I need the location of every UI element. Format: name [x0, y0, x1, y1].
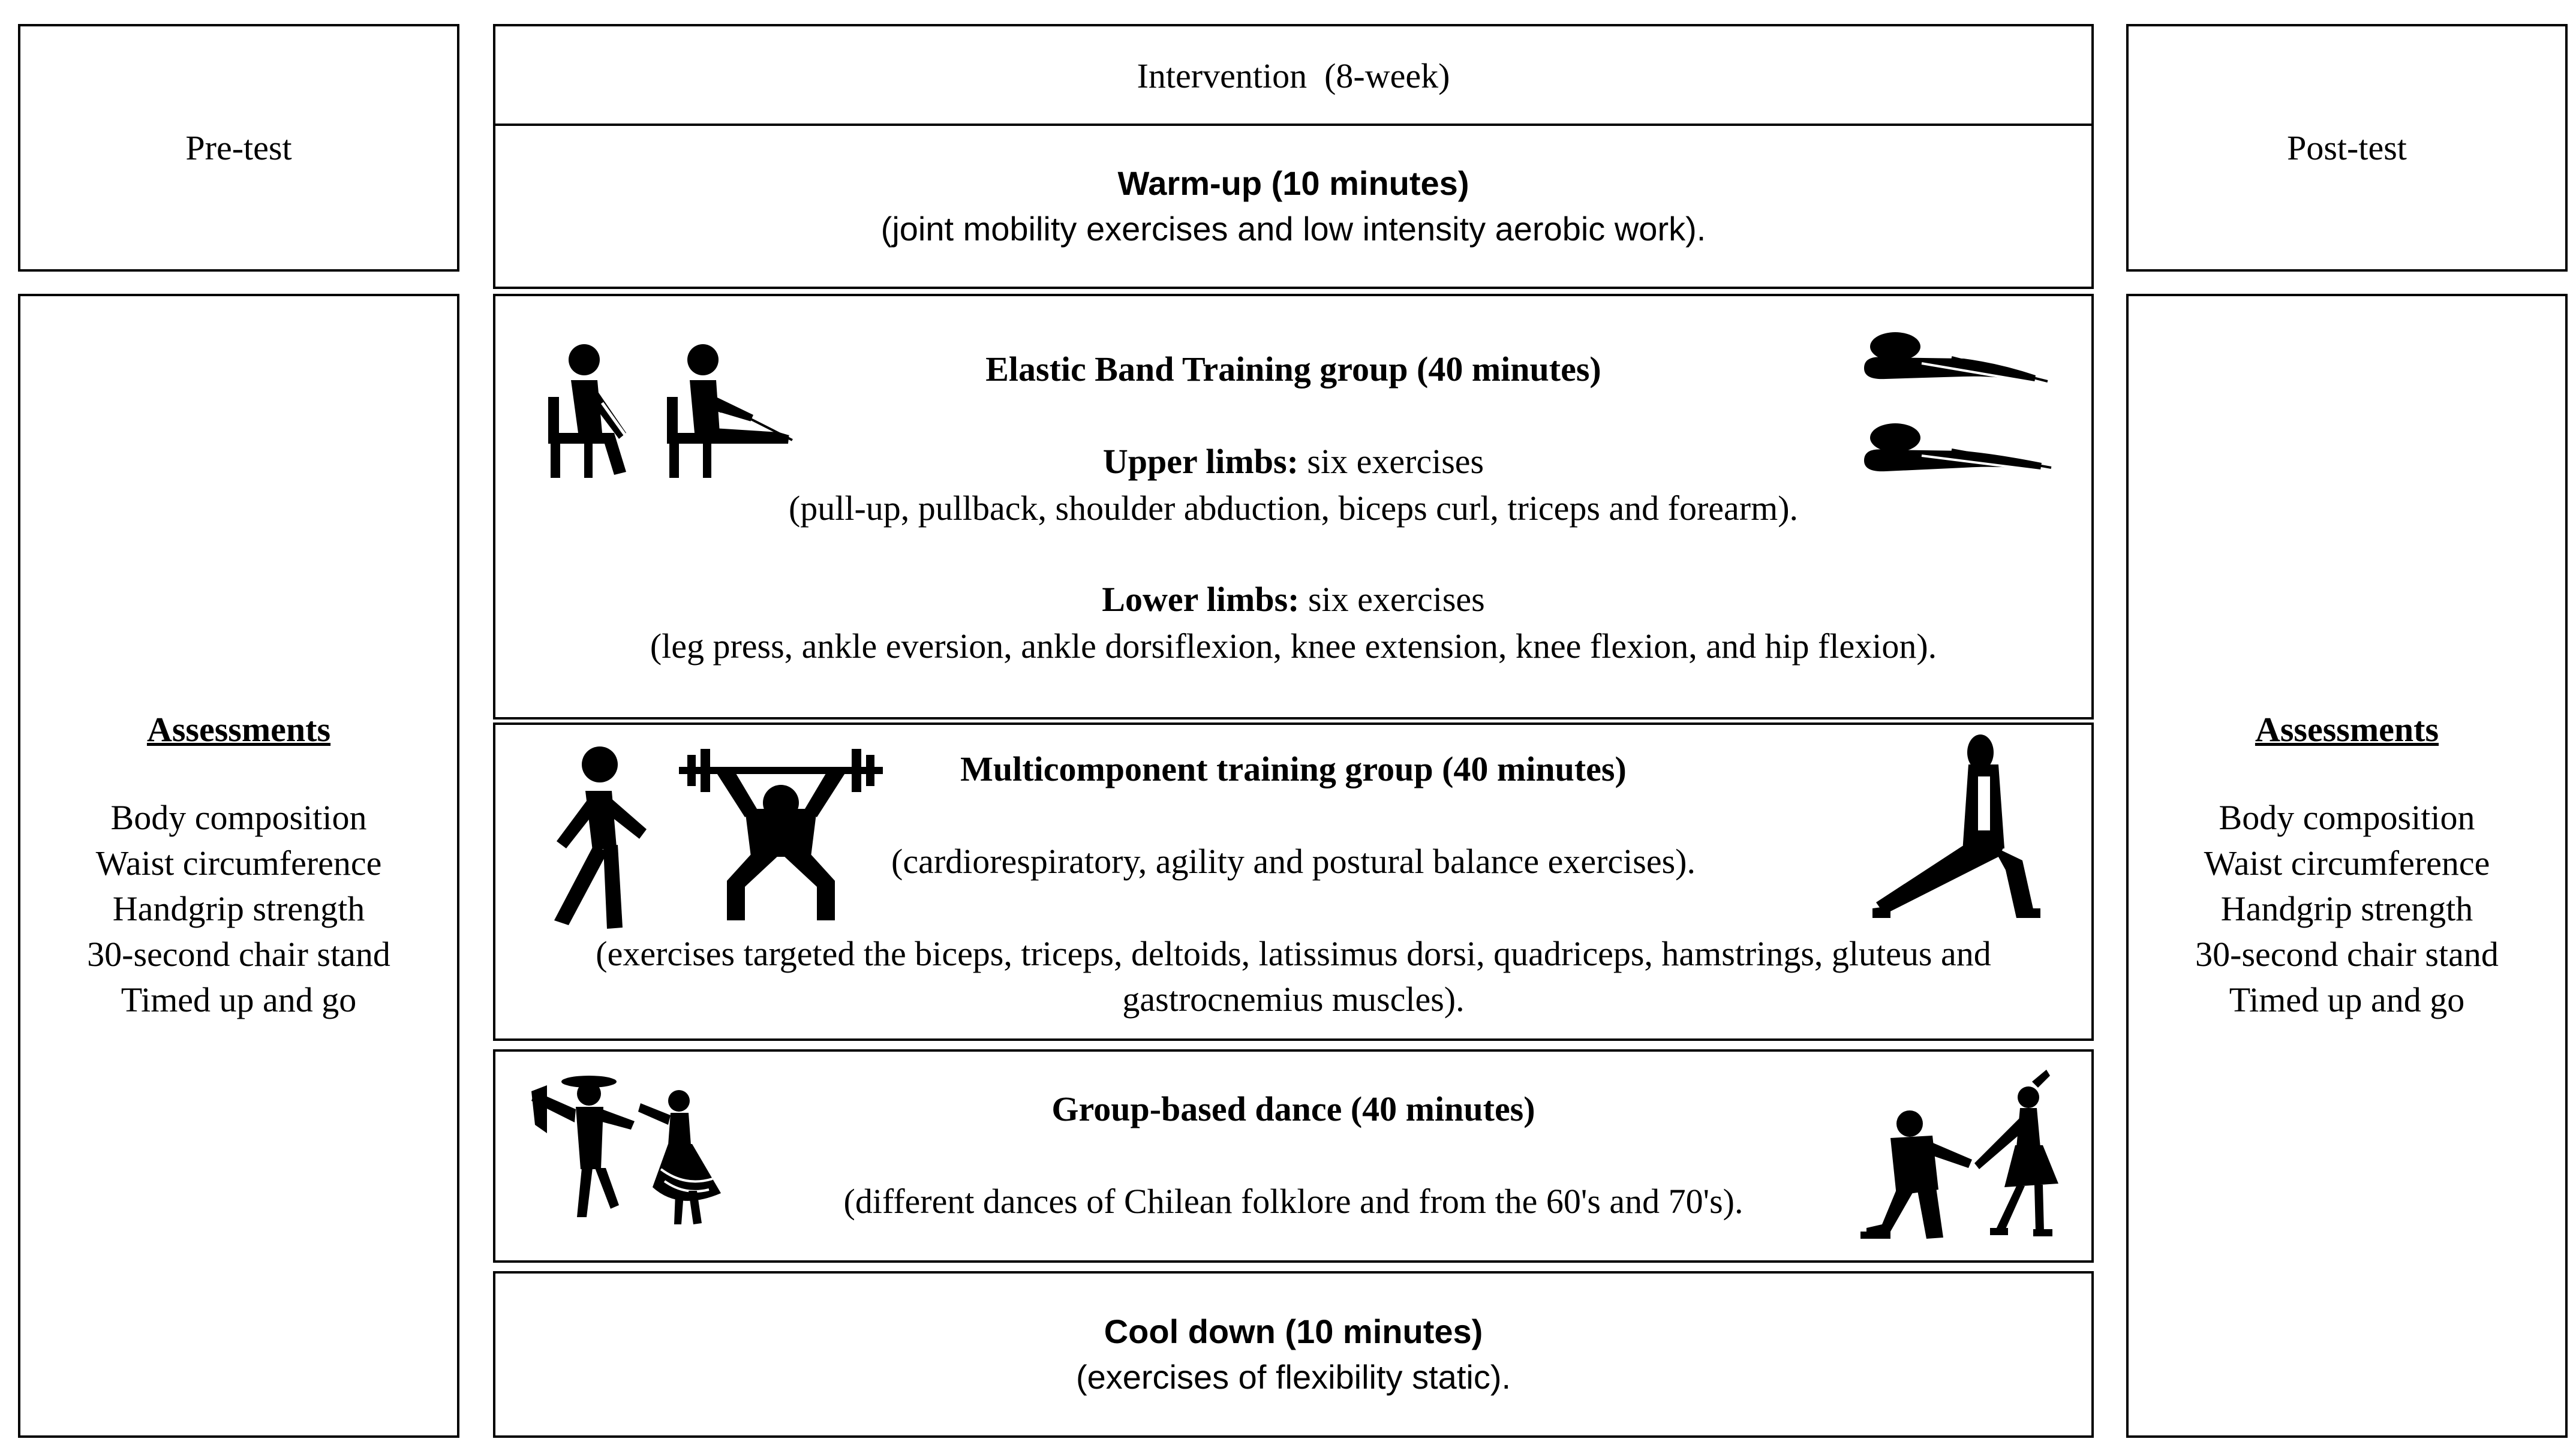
- assessment-item: Body composition: [2219, 797, 2475, 837]
- upper-limbs-count: six exercises: [1298, 442, 1484, 481]
- assessments-right-title: Assessments: [2255, 709, 2439, 749]
- assessments-right-box: [2126, 294, 2568, 1438]
- multicomponent-description-2b: gastrocnemius muscles).: [1122, 980, 1465, 1019]
- cooldown-box: [493, 1271, 2094, 1438]
- intervention-header-box: [493, 24, 2094, 127]
- lunge-stretch-icon: [1872, 728, 2064, 926]
- assessment-item: Waist circumference: [2204, 843, 2490, 883]
- dance-box: [493, 1049, 2094, 1263]
- seated-band-exercise-icon: [542, 343, 644, 481]
- folk-dancers-icon: [529, 1067, 733, 1235]
- elastic-band-box: [493, 294, 2094, 720]
- warmup-title: Warm-up (10 minutes): [1117, 164, 1469, 202]
- dance-title: Group-based dance (40 minutes): [1051, 1089, 1535, 1128]
- assessment-item: Body composition: [110, 797, 367, 837]
- assessment-item: 30-second chair stand: [2195, 934, 2499, 974]
- assessment-item: Handgrip strength: [2220, 889, 2473, 928]
- lower-limbs-label: Lower limbs:: [1102, 580, 1300, 619]
- multicomponent-box: [493, 723, 2094, 1041]
- warmup-box: [493, 124, 2094, 289]
- assessment-item: 30-second chair stand: [87, 934, 390, 974]
- lying-band-stretch-icon: [1862, 321, 2054, 495]
- cooldown-title: Cool down (10 minutes): [1104, 1312, 1483, 1350]
- elastic-band-title: Elastic Band Training group (40 minutes): [985, 350, 1601, 389]
- posttest-title: Post-test: [2287, 128, 2407, 167]
- assessments-left-title: Assessments: [146, 709, 331, 749]
- pretest-title: Pre-test: [185, 128, 292, 167]
- posttest-header-box: [2126, 24, 2568, 272]
- lower-limbs-line: [495, 579, 2091, 619]
- swing-dancers-icon: [1854, 1070, 2070, 1250]
- walking-person-icon: [533, 745, 653, 931]
- warmup-description: (joint mobility exercises and low intensity aerobic work).: [880, 210, 1706, 248]
- lower-limbs-count: six exercises: [1299, 580, 1485, 619]
- dance-description: (different dances of Chilean folklore and from the 60's and 70's).: [843, 1182, 1744, 1221]
- multicomponent-title: Multicomponent training group (40 minutes): [960, 749, 1627, 788]
- upper-limbs-description: (pull-up, pullback, shoulder abduction, biceps curl, triceps and forearm).: [788, 489, 1799, 528]
- intervention-title: Intervention (8-week): [1137, 56, 1450, 95]
- multicomponent-description-1: (cardiorespiratory, agility and postural balance exercises).: [891, 842, 1696, 881]
- assessment-item: Timed up and go: [2229, 980, 2465, 1019]
- lower-limbs-description: (leg press, ankle eversion, ankle dorsiflexion, knee extension, knee flexion, and hip flexion).: [650, 627, 1937, 666]
- weightlifter-icon: [679, 743, 883, 923]
- assessments-left-box: [18, 294, 459, 1438]
- assessment-item: Handgrip strength: [112, 889, 365, 928]
- assessment-item: Timed up and go: [121, 980, 357, 1019]
- upper-limbs-label: Upper limbs:: [1102, 442, 1298, 481]
- cooldown-description: (exercises of flexibility static).: [1075, 1358, 1511, 1396]
- assessment-item: Waist circumference: [95, 843, 382, 883]
- pretest-header-box: [18, 24, 459, 272]
- seated-leg-band-icon: [663, 343, 801, 481]
- multicomponent-description-2a: (exercises targeted the biceps, triceps, deltoids, latissimus dorsi, quadriceps, hamstrings, gluteus and: [596, 934, 1991, 973]
